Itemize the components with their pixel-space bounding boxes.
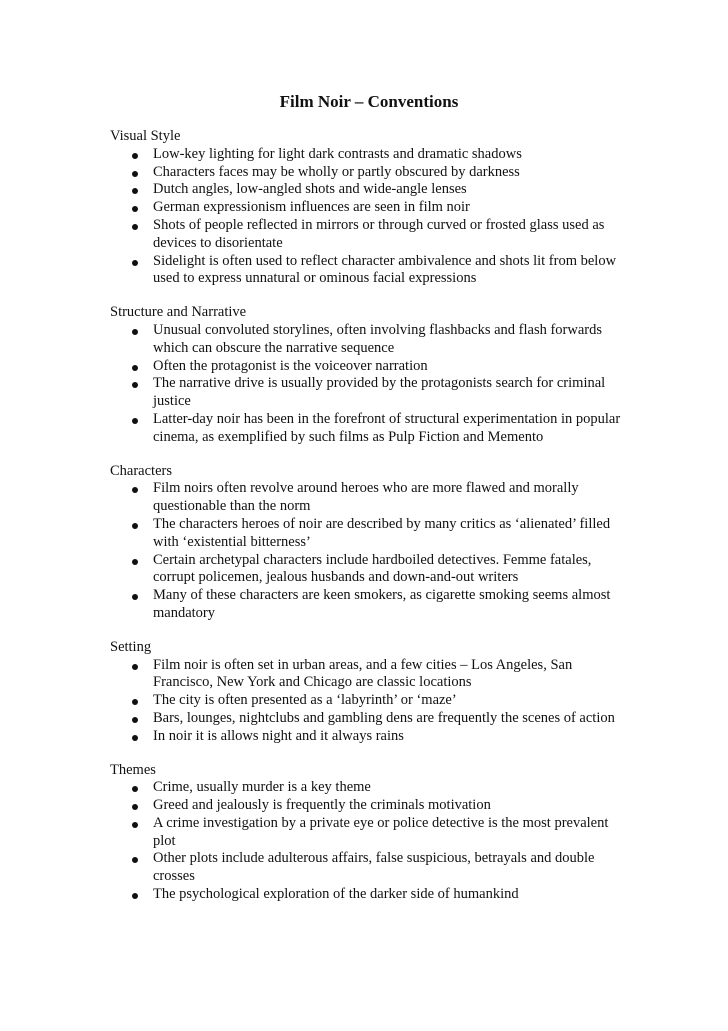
bullet-list [110, 322, 628, 447]
list-item [110, 164, 628, 182]
bullet-icon [132, 224, 138, 230]
list-item [110, 322, 628, 358]
list-item [110, 552, 628, 588]
list-item [110, 199, 628, 217]
list-item [110, 797, 628, 815]
list-item-text: Unusual convoluted storylines, often involving flashbacks and flash forwards which can obscure the narrative sequence [153, 321, 603, 356]
bullet-list [110, 480, 628, 622]
list-item [110, 253, 628, 289]
list-item-text: Characters faces may be wholly or partly obscured by darkness [153, 163, 520, 180]
bullet-icon [132, 893, 138, 899]
bullet-icon [132, 365, 138, 371]
bullet-icon [132, 487, 138, 493]
bullet-icon [132, 786, 138, 792]
list-item [110, 779, 628, 797]
list-item-text: The city is often presented as a ‘labyrinth’ or ‘maze’ [153, 692, 457, 709]
list-item-text: The psychological exploration of the darker side of humankind [153, 886, 519, 903]
bullet-list [110, 779, 628, 904]
list-item-text: Other plots include adulterous affairs, false suspicious, betrayals and double crosses [153, 850, 595, 885]
list-item [110, 181, 628, 199]
bullet-icon [132, 735, 138, 741]
bullet-icon [132, 206, 138, 212]
list-item [110, 217, 628, 253]
list-item [110, 850, 628, 886]
list-item-text: Greed and jealously is frequently the criminals motivation [153, 797, 491, 814]
list-item [110, 358, 628, 376]
list-item-text: Sidelight is often used to reflect character ambivalence and shots lit from below used to express unnatural or ominous facial expressions [153, 252, 617, 287]
bullet-icon [132, 260, 138, 266]
bullet-list [110, 146, 628, 288]
bullet-icon [132, 329, 138, 335]
bullet-icon [132, 804, 138, 810]
list-item-text: Latter-day noir has been in the forefront of structural experimentation in popular cinema, as exemplified by such films as Pulp Fiction and Memento [153, 410, 621, 445]
section-visual-style [110, 128, 628, 288]
section-heading: Characters [110, 462, 172, 479]
list-item [110, 587, 628, 623]
bullet-icon [132, 664, 138, 670]
section-structure-narrative [110, 304, 628, 446]
list-item [110, 728, 628, 746]
list-item [110, 886, 628, 904]
list-item-text: German expressionism influences are seen in film noir [153, 199, 470, 216]
list-item-text: Bars, lounges, nightclubs and gambling dens are frequently the scenes of action [153, 709, 615, 726]
list-item-text: Dutch angles, low-angled shots and wide-angle lenses [153, 181, 467, 198]
list-item [110, 815, 628, 851]
list-item [110, 657, 628, 693]
bullet-icon [132, 171, 138, 177]
list-item-text: The characters heroes of noir are described by many critics as ‘alienated’ filled with ‘existential bitterness’ [153, 515, 611, 550]
list-item-text: Often the protagonist is the voiceover narration [153, 357, 428, 374]
list-item [110, 411, 628, 447]
bullet-icon [132, 523, 138, 529]
section-heading: Setting [110, 638, 152, 655]
section-heading: Visual Style [110, 128, 181, 144]
bullet-icon [132, 717, 138, 723]
bullet-list [110, 657, 628, 746]
bullet-icon [132, 857, 138, 863]
list-item-text: Shots of people reflected in mirrors or through curved or frosted glass used as devices to disorientate [153, 216, 605, 251]
section-setting [110, 639, 628, 746]
bullet-icon [132, 822, 138, 828]
list-item-text: In noir it is allows night and it always rains [153, 727, 404, 744]
list-item [110, 516, 628, 552]
list-item [110, 692, 628, 710]
bullet-icon [132, 594, 138, 600]
list-item-text: Many of these characters are keen smokers, as cigarette smoking seems almost mandatory [153, 587, 611, 621]
section-themes [110, 762, 628, 904]
document-title: Film Noir – Conventions [279, 92, 459, 111]
list-item [110, 480, 628, 516]
list-item-text: Film noirs often revolve around heroes who are more flawed and morally questionable than the norm [153, 480, 579, 515]
bullet-icon [132, 188, 138, 194]
list-item-text: Film noir is often set in urban areas, and a few cities – Los Angeles, San Francisco, New York and Chicago are classic locations [153, 656, 573, 691]
section-heading: Structure and Narrative [110, 304, 247, 321]
list-item-text: Low-key lighting for light dark contrasts and dramatic shadows [153, 145, 522, 162]
bullet-icon [132, 559, 138, 565]
bullet-icon [132, 418, 138, 424]
bullet-icon [132, 153, 138, 159]
list-item-text: Crime, usually murder is a key theme [153, 779, 371, 796]
section-characters [110, 463, 628, 623]
list-item-text: The narrative drive is usually provided by the protagonists search for criminal justice [153, 375, 606, 410]
list-item [110, 375, 628, 411]
list-item-text: A crime investigation by a private eye or police detective is the most prevalent plot [153, 814, 609, 849]
bullet-icon [132, 382, 138, 388]
list-item [110, 710, 628, 728]
list-item-text: Certain archetypal characters include hardboiled detectives. Femme fatales, corrupt policemen, jealous husbands and down-and-out writers [153, 551, 592, 586]
bullet-icon [132, 699, 138, 705]
section-heading: Themes [110, 761, 156, 778]
list-item [110, 146, 628, 164]
